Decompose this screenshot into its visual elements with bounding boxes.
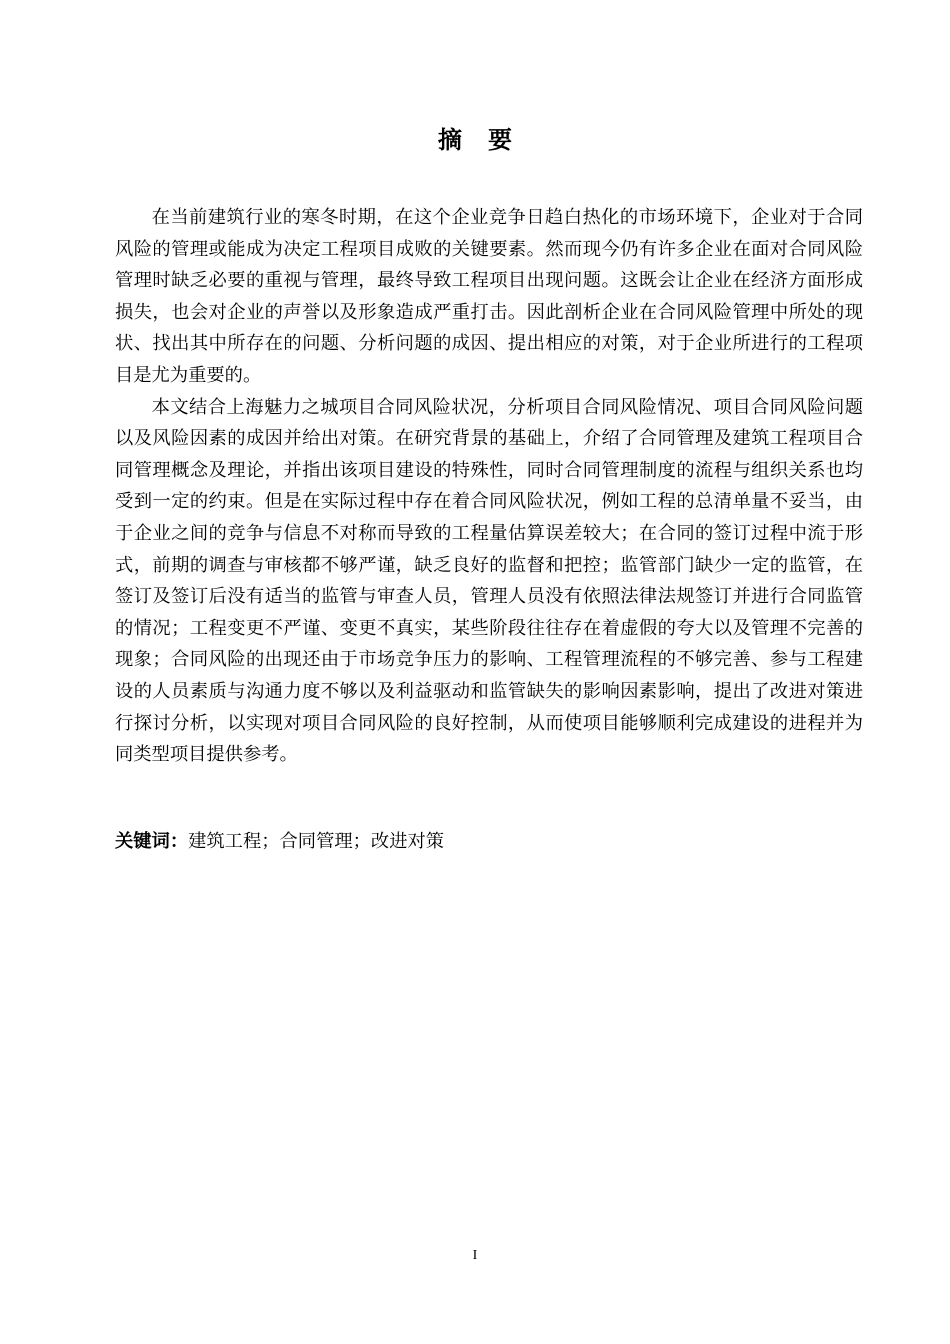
title-char-2: 要 bbox=[488, 126, 512, 154]
abstract-body bbox=[115, 202, 863, 771]
abstract-paragraph-2: 本文结合上海魅力之城项目合同风险状况，分析项目合同风险情况、项目合同风险问题以及风险因素的成因并给出对策。在研究背景的基础上，介绍了合同管理及建筑工程项目合同管理概念及理论，并指出该项目建设的特殊性，同时合同管理制度的流程与组织关系也均受到一定的约束。但是在实际过程中存在着合同风险状况，例如工程的总清单量不妥当，由于企业之间的竞争与信息不对称而导致的工程量估算误差较大；在合同的签订过程中流于形式，前期的调查与审核都不够严谨，缺乏良好的监督和把控；监管部门缺少一定的监管，在签订及签订后没有适当的监管与审查人员，管理人员没有依照法律法规签订并进行合同监管的情况；工程变更不严谨、变更不真实，某些阶段往往存在着虚假的夸大以及管理不完善的现象；合同风险的出现还由于市场竞争压力的影响、工程管理流程的不够完善、参与工程建设的人员素质与沟通力度不够以及利益驱动和监管缺失的影响因素影响，提出了改进对策进行探讨分析，以实现对项目合同风险的良好控制，从而使项目能够顺利完成建设的进程并为同类型项目提供参考。 bbox=[115, 396, 863, 766]
keywords-label: 关键词： bbox=[115, 831, 189, 852]
abstract-paragraph-1: 在当前建筑行业的寒冬时期，在这个企业竞争日趋白热化的市场环境下，企业对于合同风险的管理或能成为决定工程项目成败的关键要素。然而现今仍有许多企业在面对合同风险管理时缺乏必要的重视与管理，最终导致工程项目出现问题。这既会让企业在经济方面形成损失，也会对企业的声誉以及形象造成严重打击。因此剖析企业在合同风险管理中所处的现状、找出其中所存在的问题、分析问题的成因、提出相应的对策，对于企业所进行的工程项目是尤为重要的。 bbox=[115, 207, 863, 386]
page-title bbox=[0, 120, 950, 160]
keywords-line bbox=[115, 826, 863, 858]
page-number: I bbox=[472, 1248, 478, 1263]
title-char-1: 摘 bbox=[438, 126, 462, 154]
keywords-value: 建筑工程；合同管理；改进对策 bbox=[188, 831, 445, 852]
